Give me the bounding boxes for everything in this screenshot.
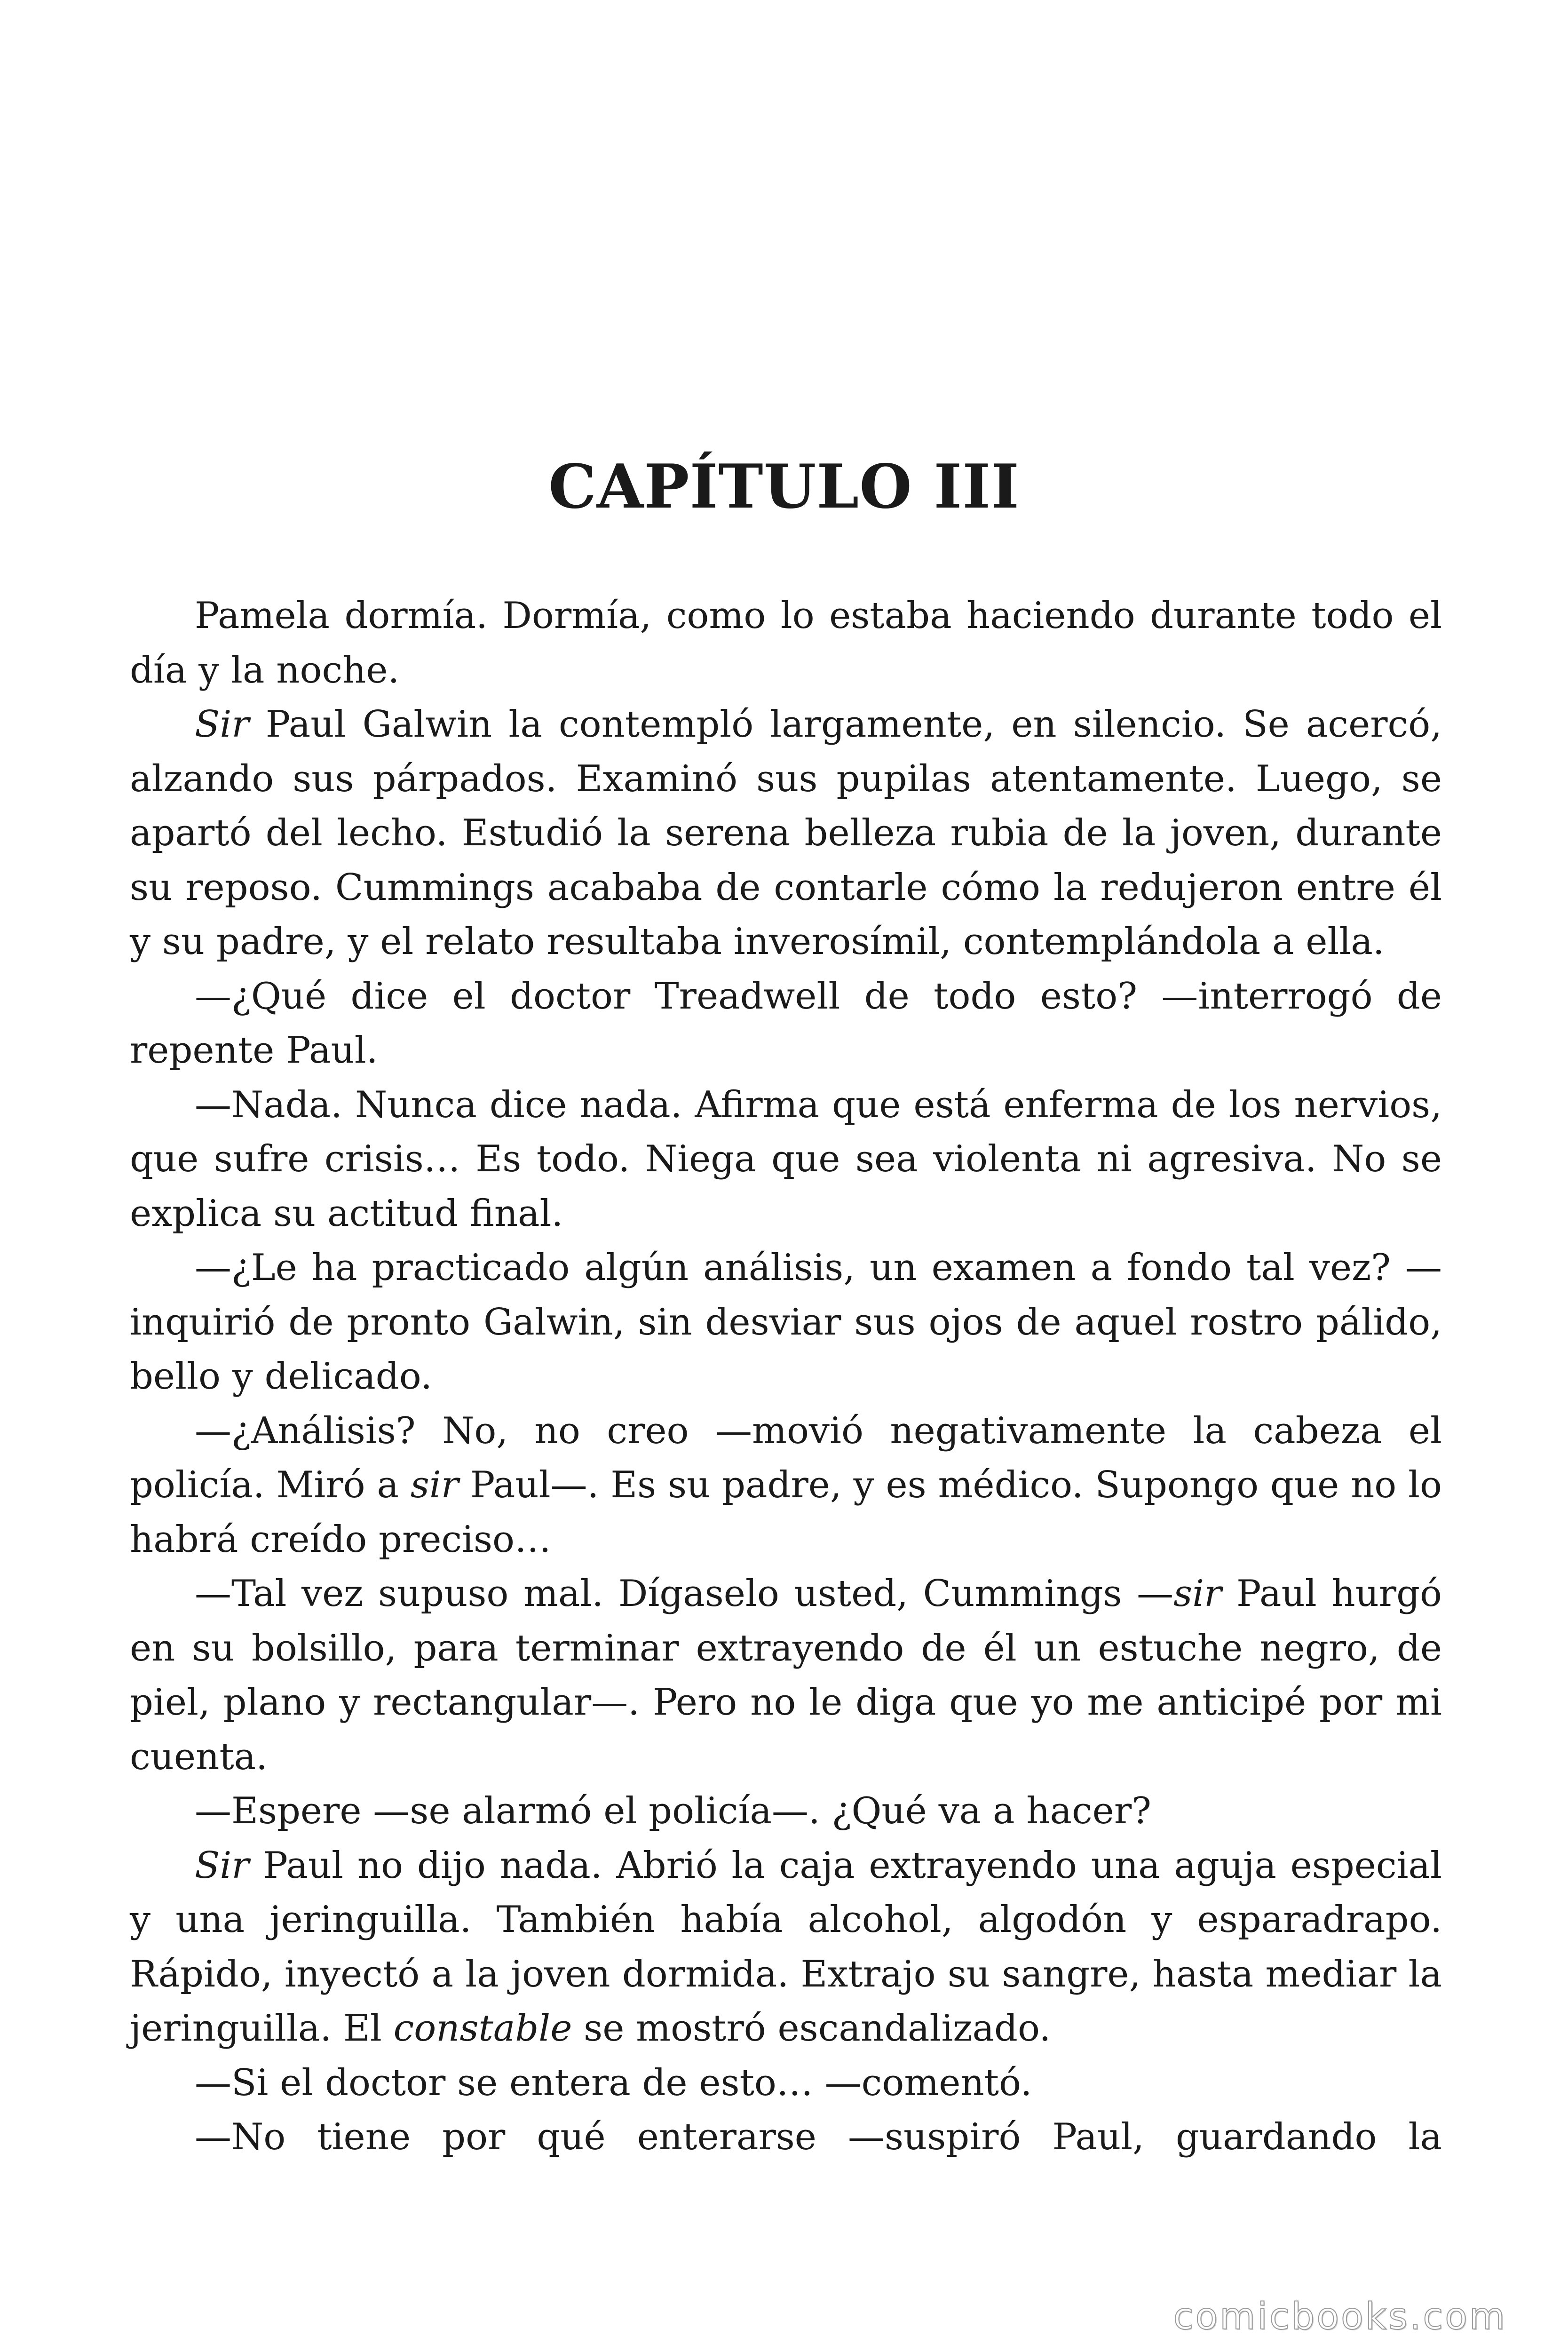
paragraph-text: —Si el doctor se entera de esto… —comentó. xyxy=(195,2061,1032,2104)
chapter-body-text xyxy=(130,589,1442,2165)
paragraph xyxy=(130,2110,1442,2165)
paragraph xyxy=(130,1241,1442,1404)
watermark: comicbooks.com xyxy=(1173,2296,1507,2338)
paragraph-text: —Espere —se alarmó el policía—. ¿Qué va a hacer? xyxy=(195,1790,1151,1832)
paragraph xyxy=(130,1784,1442,1839)
italic-text: sir xyxy=(1173,1573,1222,1615)
italic-text: Sir xyxy=(195,703,249,746)
paragraph-text: —¿Análisis? No, no creo —movió negativamente la cabeza el policía. Miró a xyxy=(130,1409,1442,1506)
paragraph-text: Pamela dormía. Dormía, como lo estaba haciendo durante todo el día y la noche. xyxy=(130,595,1442,691)
paragraph-text: —¿Qué dice el doctor Treadwell de todo esto? —interrogó de repente Paul. xyxy=(130,975,1442,1072)
italic-text: sir xyxy=(410,1464,459,1506)
paragraph xyxy=(130,1404,1442,1567)
paragraph-text: se mostró escandalizado. xyxy=(572,2007,1051,2050)
paragraph-text: —No tiene por qué enterarse —suspiró Paul, guardando la xyxy=(195,2116,1442,2158)
paragraph xyxy=(130,1839,1442,2056)
chapter-title: CAPÍTULO III xyxy=(548,452,1020,522)
paragraph xyxy=(130,698,1442,969)
paragraph-text: —¿Le ha practicado algún análisis, un examen a fondo tal vez? —inquirió de pronto Galwin, sin desviar sus ojos de aquel rostro pálido, bello y delicado. xyxy=(130,1247,1442,1398)
paragraph-text: Paul hurgó en su bolsillo, para terminar extrayendo de él un estuche negro, de piel, plano y rectangular—. Pero no le diga que yo me anticipé por mi cuenta. xyxy=(130,1573,1442,1778)
paragraph-text: —Nada. Nunca dice nada. Afirma que está enferma de los nervios, que sufre crisis… Es todo. Niega que sea violenta ni agresiva. No se explica su actitud final. xyxy=(130,1083,1442,1235)
paragraph xyxy=(130,1567,1442,1784)
paragraph-text: —Tal vez supuso mal. Dígaselo usted, Cummings — xyxy=(195,1573,1174,1615)
italic-text: constable xyxy=(393,2007,572,2050)
paragraph xyxy=(130,969,1442,1078)
paragraph xyxy=(130,2056,1442,2111)
paragraph-text: Paul Galwin la contempló largamente, en silencio. Se acercó, alzando sus párpados. Examinó sus pupilas atentamente. Luego, se apartó del lecho. Estudió la serena belleza rubia de la joven, durante su reposo. Cummings acababa de contarle cómo la redujeron entre él y su padre, y el relato resultaba inverosímil, contemplándola a ella. xyxy=(130,703,1442,963)
paragraph-text: Paul no dijo nada. Abrió la caja extrayendo una aguja especial y una jeringuilla. También había alcohol, algodón y esparadrapo. Rápido, inyectó a la joven dormida. Extrajo su sangre, hasta mediar la jeringuilla. El xyxy=(130,1844,1442,2050)
paragraph xyxy=(130,1078,1442,1241)
italic-text: Sir xyxy=(195,1844,249,1887)
paragraph-text: Paul—. Es su padre, y es médico. Supongo que no lo habrá creído preciso… xyxy=(130,1464,1442,1561)
paragraph xyxy=(130,589,1442,698)
